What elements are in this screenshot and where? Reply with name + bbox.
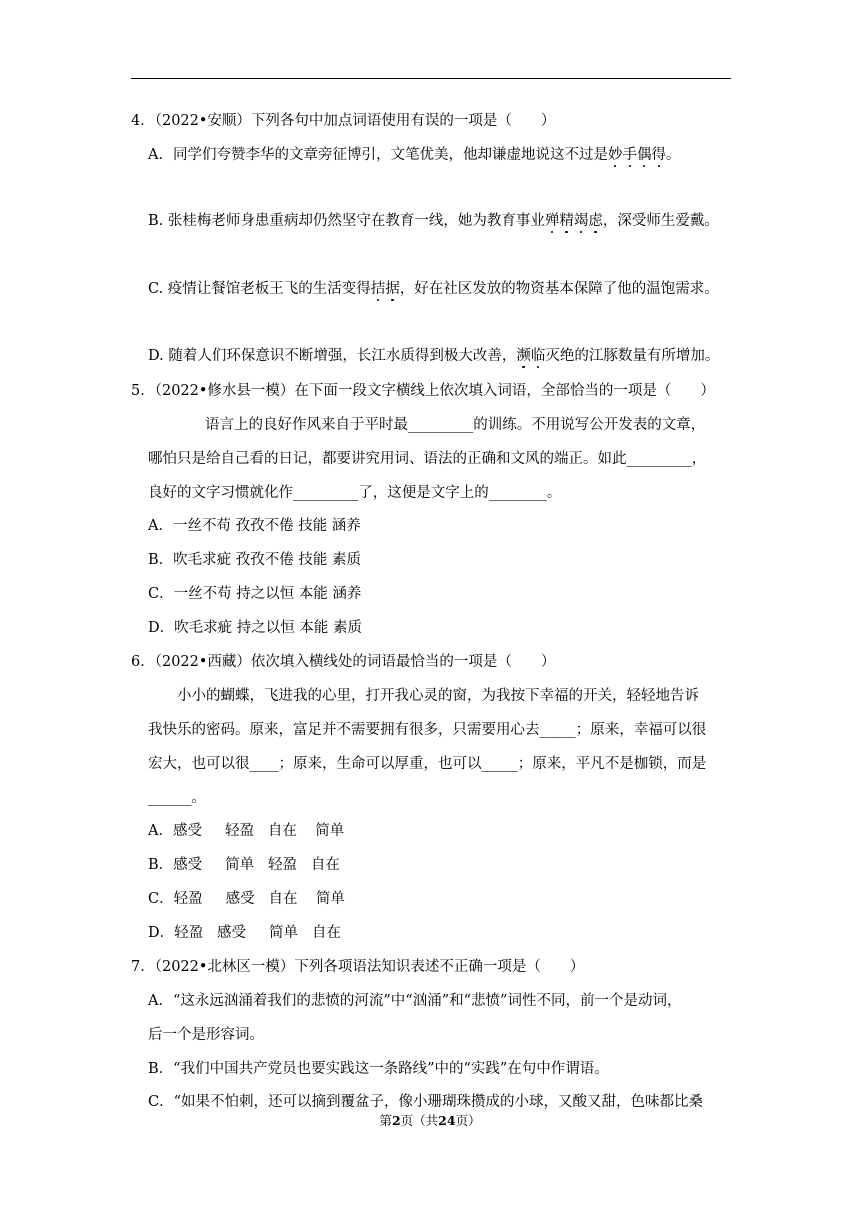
header-rule [131,78,731,79]
q6-passage-line-4: ______。 [148,790,206,806]
page-total: 24 [438,1113,456,1128]
dotted-phrase [516,348,545,364]
emphasis-char: 得 [651,147,666,163]
q5-option-a: A．一丝不苟 孜孜不倦 技能 涵养 [148,518,361,534]
q4-option-b: B. 张桂梅老师身患重病却仍然坚守在教育一线，她为教育事业殚精竭虑，深受师生爱戴。 [148,213,719,229]
q6-option-a: A．感受 轻盈 自在 简单 [148,823,345,839]
q5-option-c: C．一丝不苟 持之以恒 本能 涵养 [148,586,362,602]
q6-option-d: D．轻盈 感受 简单 自在 [148,925,341,941]
q6-option-b: B．感受 简单 轻盈 自在 [148,857,340,873]
emphasis-char: 濒 [516,348,531,364]
q6-stem: 6．（2022•西藏）依次填入横线处的词语最恰当的一项是（ ） [131,654,556,670]
emphasis-char: 虑 [588,213,603,229]
q5-passage-line-2: 哪怕只是给自己看的日记，都要讲究用词、语法的正确和文风的端正。如此_________， [148,451,707,467]
emphasis-char: 竭 [573,213,589,229]
q4-option-d: D. 随着人们环保意识不断增强，长江水质得到极大改善，濒临灭绝的江豚数量有所增加。 [148,348,720,364]
q5-option-d: D．吹毛求疵 持之以恒 本能 素质 [148,620,362,636]
q5-passage-line-3: 良好的文字习惯就化作_________了，这便是文字上的________。 [148,485,562,501]
emphasis-char: 拮 [370,281,386,297]
q7-option-a-line-1: A．“这永远汹涌着我们的悲愤的河流”中“汹涌”和“悲愤”词性不同，前一个是动词， [148,993,682,1009]
emphasis-char: 手 [622,147,637,163]
q6-passage-line-1: 小小的蝴蝶，飞进我的心里，打开我心灵的窗，为我按下幸福的开关，轻轻地告诉 [177,688,699,704]
q5-passage-line-1: 语言上的良好作风来自于平时最_________的训练。不用说写公开发表的文章， [205,417,706,433]
dotted-phrase [608,147,666,163]
q6-passage-line-2: 我快乐的密码。原来，富足并不需要拥有很多，只需要用心去_____；原来，幸福可以很 [148,722,707,738]
dotted-phrase [371,281,400,297]
q7-option-b: B．“我们中国共产党员也要实践这一条路线”中的“实践”在句中作谓语。 [148,1061,609,1077]
q7-stem: 7．（2022•北林区一模）下列各项语法知识表述不正确一项是（ ） [131,959,585,975]
q4-option-a: A．同学们夸赞李华的文章旁征博引，文笔优美，他却谦虚地说这不过是妙手偶得。 [148,147,681,163]
page-number: 2 [391,1113,401,1128]
q6-passage-line-3: 宏大，也可以很____；原来，生命可以厚重，也可以_____；原来，平凡不是枷锁，而是 [148,756,707,772]
q5-stem: 5．（2022•修水县一模）在下面一段文字横线上依次填入词语，全部恰当的一项是（ ） [131,383,715,399]
emphasis-char: 妙 [607,147,623,163]
emphasis-char: 殚 [544,213,560,229]
q4-option-c: C. 疫情让餐馆老板王飞的生活变得拮据，好在社区发放的物资基本保障了他的温饱需求。 [148,281,719,297]
emphasis-char: 精 [559,213,574,229]
emphasis-char: 据 [385,281,400,297]
q5-option-b: B．吹毛求疵 孜孜不倦 技能 素质 [148,552,361,568]
dotted-phrase [545,213,603,229]
emphasis-char: 临 [530,348,546,364]
q7-option-c: C．“如果不怕刺，还可以摘到覆盆子，像小珊瑚珠攒成的小球，又酸又甜，色味都比桑 [148,1094,704,1110]
emphasis-char: 偶 [636,147,652,163]
q4-stem: 4．（2022•安顺）下列各句中加点词语使用有误的一项是（ ） [131,113,556,129]
q7-option-a-line-2: 后一个是形容词。 [148,1027,264,1043]
q6-option-c: C．轻盈 感受 自在 简单 [148,891,345,907]
page-footer: 第2页（共24页） [379,1113,481,1128]
